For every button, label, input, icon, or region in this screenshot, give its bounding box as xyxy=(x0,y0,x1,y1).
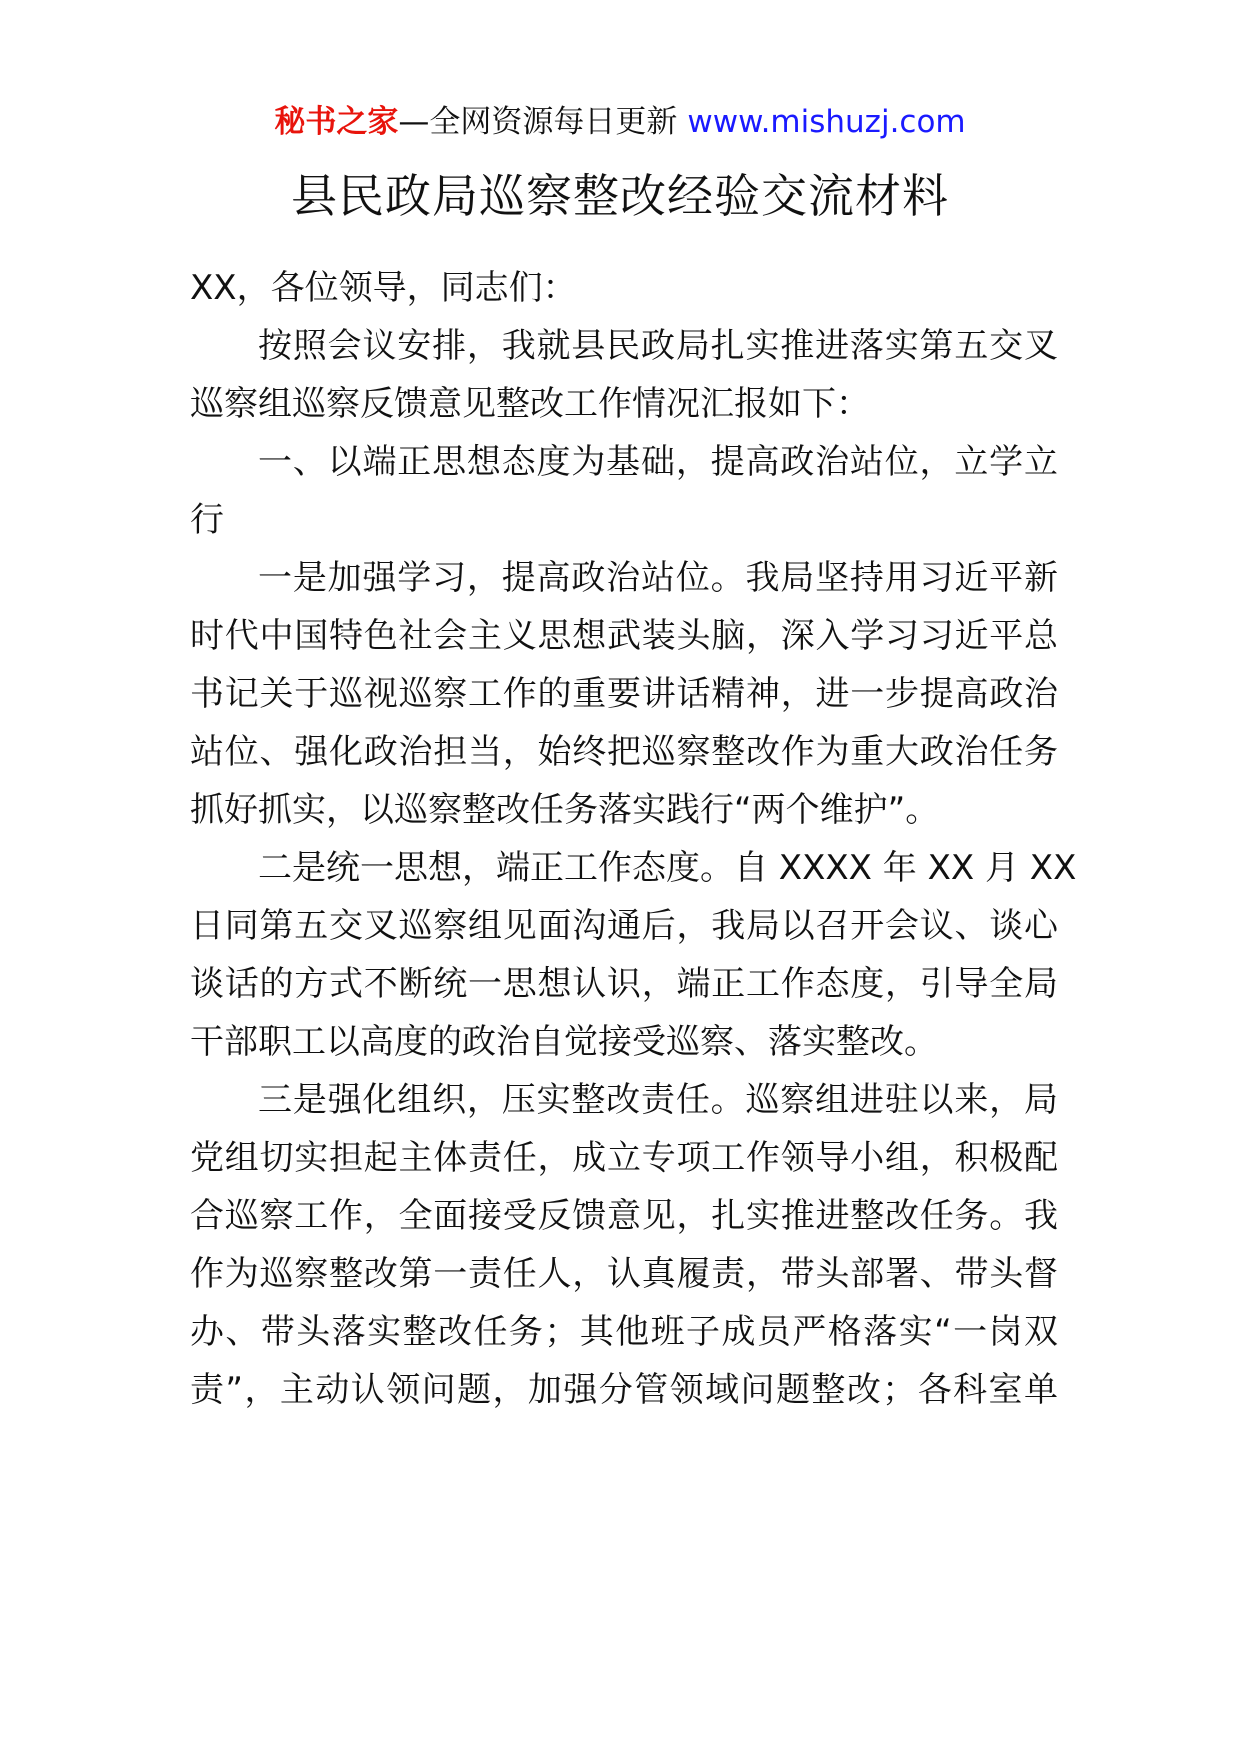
paragraph-line: 责”，主动认领问题，加强分管领域问题整改；各科室单 xyxy=(190,1370,1058,1410)
paragraph-line: 巡察组巡察反馈意见整改工作情况汇报如下： xyxy=(190,384,870,424)
paragraph-line: 谈话的方式不断统一思想认识，端正工作态度，引导全局 xyxy=(190,964,1058,1004)
paragraph-line: 书记关于巡视巡察工作的重要讲话精神，进一步提高政治 xyxy=(190,674,1058,714)
paragraph-line: 合巡察工作，全面接受反馈意见，扎实推进整改任务。我 xyxy=(190,1196,1058,1236)
site-url-link[interactable]: www.mishuzj.com xyxy=(687,104,966,140)
site-tagline: —全网资源每日更新 xyxy=(398,104,678,140)
document-title: 县民政局巡察整改经验交流材料 xyxy=(291,169,949,223)
paragraph-line: 一是加强学习，提高政治站位。我局坚持用习近平新 xyxy=(258,558,1058,598)
section-heading-line: 一、以端正思想态度为基础，提高政治站位，立学立 xyxy=(258,442,1058,482)
paragraph-line: 按照会议安排，我就县民政局扎实推进落实第五交叉 xyxy=(258,326,1058,366)
paragraph-line: 日同第五交叉巡察组见面沟通后，我局以召开会议、谈心 xyxy=(190,906,1058,946)
paragraph-line: 党组切实担起主体责任，成立专项工作领导小组，积极配 xyxy=(190,1138,1058,1178)
salutation-line: XX，各位领导，同志们： xyxy=(190,268,577,308)
paragraph-line: 站位、强化政治担当，始终把巡察整改作为重大政治任务 xyxy=(190,732,1058,772)
section-heading-line: 行 xyxy=(190,500,224,540)
paragraph-line: 干部职工以高度的政治自觉接受巡察、落实整改。 xyxy=(190,1022,938,1062)
paragraph-line: 抓好抓实，以巡察整改任务落实践行“两个维护”。 xyxy=(190,790,940,830)
site-brand: 秘书之家 xyxy=(274,104,399,140)
paragraph-line: 三是强化组织，压实整改责任。巡察组进驻以来，局 xyxy=(258,1080,1058,1120)
paragraph-line: 时代中国特色社会主义思想武装头脑，深入学习习近平总 xyxy=(190,616,1058,656)
paragraph-line: 办、带头落实整改任务；其他班子成员严格落实“一岗双 xyxy=(190,1312,1058,1352)
site-header xyxy=(0,100,1240,144)
paragraph-line: 二是统一思想，端正工作态度。自 XXXX 年 XX 月 XX xyxy=(258,848,1077,888)
paragraph-line: 作为巡察整改第一责任人，认真履责，带头部署、带头督 xyxy=(190,1254,1058,1294)
